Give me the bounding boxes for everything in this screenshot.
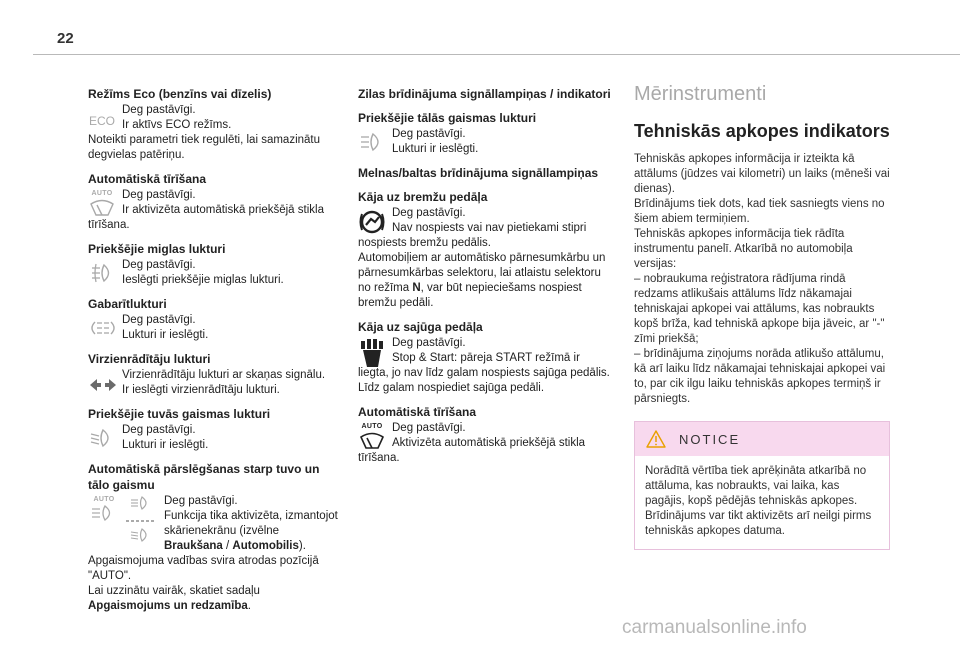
turn-title: Virzienrādītāju lukturi [88,352,211,366]
page-number: 22 [57,30,74,47]
auto-beam-line-5-end: . [247,600,251,612]
sidelights-line-2: Lukturi ir ieslēgti. [122,329,209,341]
high-beam-icon [358,129,386,157]
brake-line-2: Nav nospiests vai nav pietiekami stipri nospiests bremžu pedālis. [358,222,587,249]
brake-line-3c: , var būt nepieciešams nospiest bremžu pedāli. [358,282,582,309]
eco-line-3: Noteikti parametri tiek regulēti, lai samazinātu degvielas patēriņu. [88,134,321,161]
low-beam-line-2: Lukturi ir ieslēgti. [122,439,209,451]
brake-line-3a: Automobiļiem ar automātisko pārnesumkārbu un pārnesumkārbas selektoru, lai atlaistu selektoru no režīma [358,252,606,294]
service-indicator-title: Tehniskās apkopes indikators [634,121,890,141]
sidelights-line-1: Deg pastāvīgi. [122,314,196,326]
section-title: Mērinstrumenti [634,83,767,105]
auto-headlamp-icon [88,496,120,524]
notice-label: NOTICE [679,431,741,447]
low-beam-icon [88,425,116,453]
auto-headlamp-icon-text: AUTO [93,496,115,503]
eco-icon [88,105,116,133]
high-beam-small-icon [126,496,154,510]
eco-line-2: Ir aktīvs ECO režīms. [122,119,232,131]
auto-beam-line-2e: ). [298,540,306,552]
notice-body: Norādītā vērtība tiek aprēķināta atkarībā no attāluma, kas nobraukts, vai laika, kas pagājis, kopš pēdējās tehniskās apkopes. Brīdinājums var tikt aktivizēts arī neilgi pirms tehniskās apkopes datuma. [635,456,889,549]
eco-title: Režīms Eco (benzīns vai dīzelis) [88,87,272,101]
service-paragraph-2: Brīdinājums tiek dots, kad tiek sasniegts viens no šiem abiem termiņiem. [634,198,885,225]
turn-line-1: Virzienrādītāju lukturi ar skaņas signālu. [122,369,326,381]
high-beam-title: Priekšējie tālās gaismas lukturi [358,111,537,125]
eco-icon-text: ECO [89,114,116,128]
auto-beam-line-3: Apgaismojuma vadības svira atrodas pozīcijā "AUTO". [88,555,319,582]
auto-beam-menu-driving: Braukšana [164,540,223,552]
auto-wiper-black-icon [358,423,386,451]
auto-wipe-2-line-2: Aktivizēta automātiskā priekšējā stikla tīrīšana. [358,437,586,464]
foot-on-clutch-icon [358,338,386,366]
service-paragraph-1: Tehniskās apkopes informācija ir izteikta kā attālums (jūdzes vai kilometri) un laiks (mēneši vai dienas). [634,153,890,195]
auto-wiper-icon-text: AUTO [91,190,113,197]
high-beam-line-1: Deg pastāvīgi. [392,128,466,140]
clutch-line-1: Deg pastāvīgi. [392,337,466,349]
foot-on-brake-icon [358,208,386,236]
high-low-beam-icon-stack [126,496,160,544]
sidelights-icon [88,315,116,343]
auto-wiper-black-icon-text: AUTO [361,423,383,430]
turn-signal-icon [88,370,116,398]
low-beam-entry [88,423,340,453]
fog-title: Priekšējie miglas lukturi [88,242,226,256]
black-white-lamps-title: Melnas/baltas brīdinājuma signāllampiņas [358,166,599,180]
auto-beam-line-4: Lai uzzinātu vairāk, skatiet sadaļu [88,585,260,597]
auto-wipe-entry [88,188,340,233]
sidelights-title: Gabarītlukturi [88,297,167,311]
watermark: carmanualsonline.info [622,617,807,638]
auto-beam-line-2c: / [222,540,233,552]
auto-beam-entry [88,494,340,614]
warning-triangle-icon [645,429,667,449]
low-beam-line-1: Deg pastāvīgi. [122,424,196,436]
auto-wiper-icon [88,190,116,218]
service-paragraph-4: – nobraukuma reģistratora rādījuma rindā redzams atlikušais attālums līdz nākamajai tehniskajai apkopei vai attālums, kas nobraukts kopš brīža, kad tehniskā apkope bija jāveic, ar "-" zīmi priekšā; [634,273,885,345]
fog-entry [88,258,340,288]
notice-box [634,421,890,550]
auto-beam-title: Automātiskā pārslēgšanas starp tuvo un tālo gaismu [88,462,320,492]
brake-pedal-title: Kāja uz bremžu pedāļa [358,190,488,204]
service-paragraph-5: – brīdinājuma ziņojums norāda atlikušo attālumu, kā arī laiku līdz nākamajai tehniskajai apkopei vai to, par cik ilgu laiku tehniskās apkopes termiņš ir pārsniegts. [634,348,886,405]
fog-line-2: Ieslēgti priekšējie miglas lukturi. [122,274,284,286]
column-2 [358,86,613,466]
clutch-line-2: Stop & Start: pāreja START režīmā ir liegta, jo nav līdz galam nospiests sajūga pedālis. [358,352,610,379]
high-beam-line-2: Lukturi ir ieslēgti. [392,143,479,155]
service-paragraph-3: Tehniskās apkopes informācija tiek rādīta instrumentu panelī. Atkarībā no automobiļa versijas: [634,228,853,270]
eco-line-1: Deg pastāvīgi. [122,104,196,116]
auto-wipe-line-1: Deg pastāvīgi. [122,189,196,201]
low-beam-title: Priekšējie tuvās gaismas lukturi [88,407,271,421]
turn-line-2: Ir ieslēgti virzienrādītāju lukturi. [122,384,280,396]
clutch-line-3: Līdz galam nospiediet sajūga pedāli. [358,382,545,394]
column-1 [88,86,340,614]
front-fog-light-icon [88,260,116,288]
auto-beam-line-2a: Funkcija tika aktivizēta, izmantojot skārienekrānu (izvēlne [164,510,338,537]
brake-line-1: Deg pastāvīgi. [392,207,466,219]
blue-lamps-title: Zilas brīdinājuma signāllampiņas / indikatori [358,87,611,101]
fog-line-1: Deg pastāvīgi. [122,259,196,271]
notice-header [635,422,889,456]
column-3 [634,82,890,550]
high-beam-entry [358,127,613,157]
brake-pedal-entry [358,206,613,311]
sidelights-entry [88,313,340,343]
auto-beam-ref-link: Apgaismojums un redzamība [88,600,248,612]
brake-gear-n: N [412,282,421,294]
low-beam-small-icon [126,528,154,542]
auto-beam-menu-vehicle: Automobilis [232,540,299,552]
dashed-divider-icon [126,520,156,522]
auto-beam-line-1: Deg pastāvīgi. [164,495,238,507]
auto-wipe-title: Automātiskā tīrīšana [88,172,207,186]
auto-wipe-2-line-1: Deg pastāvīgi. [392,422,466,434]
eco-entry [88,103,340,163]
auto-wipe-2-entry [358,421,613,466]
clutch-pedal-title: Kāja uz sajūga pedāļa [358,320,483,334]
header-rule [33,54,960,55]
auto-wipe-line-2: Ir aktivizēta automātiskā priekšējā stikla tīrīšana. [88,204,324,231]
clutch-pedal-entry [358,336,613,396]
turn-entry [88,368,340,398]
auto-wipe-2-title: Automātiskā tīrīšana [358,405,477,419]
